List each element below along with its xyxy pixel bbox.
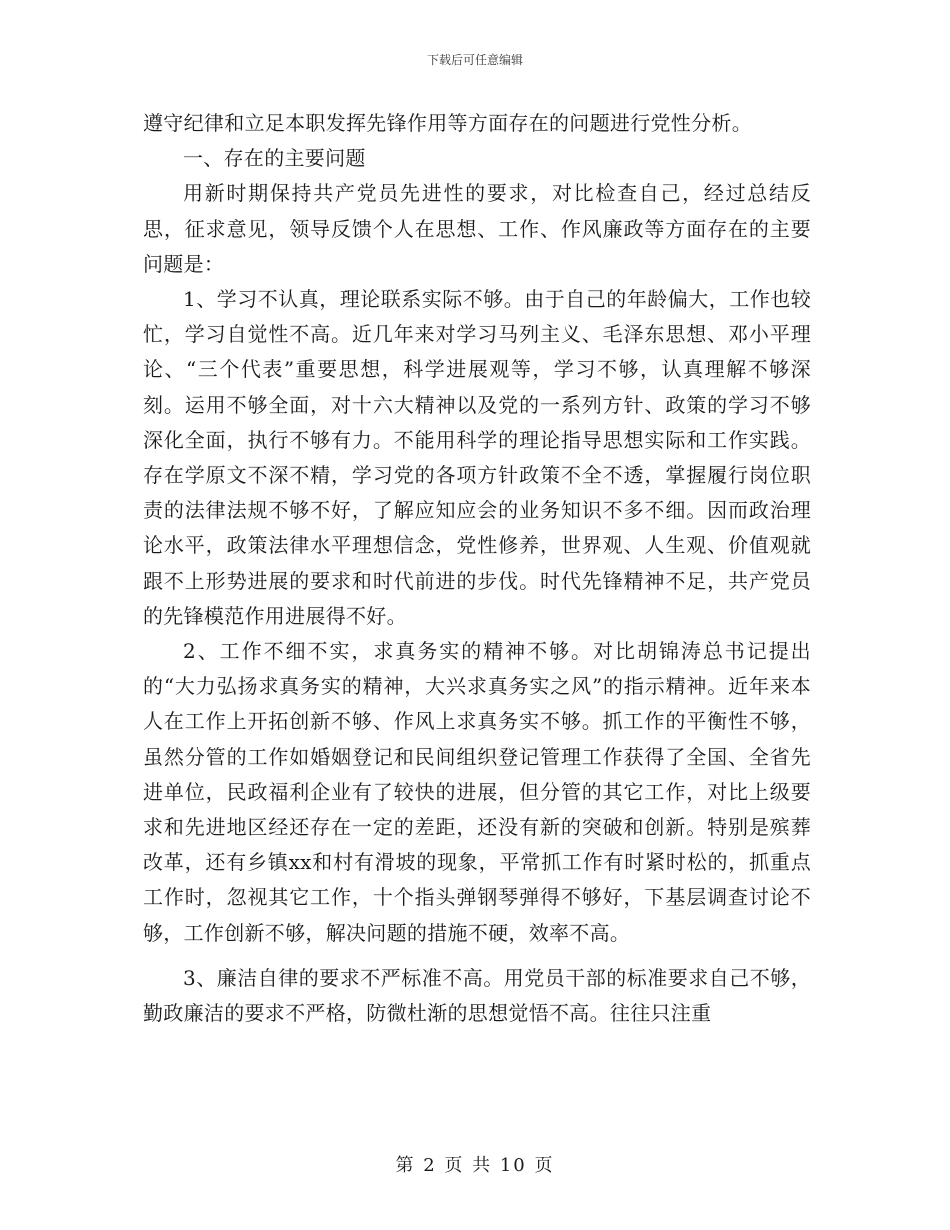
paragraph-item-3: 3、廉洁自律的要求不严标准不高。用党员干部的标准要求自己不够，勤政廉洁的要求不严格，防微杜渐的思想觉悟不高。往往只注重	[143, 965, 811, 1026]
paragraph-continuation: 遵守纪律和立足本职发挥先锋作用等方面存在的问题进行党性分析。	[143, 111, 752, 135]
document-body	[143, 106, 811, 1031]
page-header: 下载后可任意编辑	[426, 53, 523, 67]
section-heading: 一、存在的主要问题	[183, 146, 366, 171]
paragraph-intro: 用新时期保持共产党员先进性的要求，对比检查自己，经过总结反思，征求意见，领导反馈个人在思想、工作、作风廉政等方面存在的主要问题是：	[143, 181, 811, 276]
paragraph-item-2: 2、工作不细不实，求真务实的精神不够。对比胡锦涛总书记提出的“大力弘扬求真务实的精神，大兴求真务实之风”的指示精神。近年来本人在工作上开拓创新不够、作风上求真务实不够。抓工作的平衡性不够，虽然分管的工作如婚姻登记和民间组织登记管理工作获得了全国、全省先进单位，民政福利企业有了较快的进展，但分管的其它工作，对比上级要求和先进地区经还存在一定的差距，还没有新的突破和创新。特别是殡葬改革，还有乡镇xx和村有滑坡的现象，平常抓工作有时紧时松的，抓重点工作时，忽视其它工作，十个指头弹钢琴弹得不够好，下基层调查讨论不够，工作创新不够，解决问题的措施不硬，效率不高。	[143, 639, 811, 945]
page-footer: 第 2 页 共 10 页	[395, 1155, 555, 1176]
paragraph-item-1: 1、学习不认真，理论联系实际不够。由于自己的年龄偏大，工作也较忙，学习自觉性不高。近几年来对学习马列主义、毛泽东思想、邓小平理论、“三个代表”重要思想，科学进展观等，学习不够，认真理解不够深刻。运用不够全面，对十六大精神以及党的一系列方针、政策的学习不够深化全面，执行不够有力。不能用科学的理论指导思想实际和工作实践。存在学原文不深不精，学习党的各项方针政策不全不透，掌握履行岗位职责的法律法规不够不好，了解应知应会的业务知识不多不细。因而政治理论水平，政策法律水平理想信念，党性修养，世界观、人生观、价值观就跟不上形势进展的要求和时代前进的步伐。时代先锋精神不足，共产党员的先锋模范作用进展得不好。	[143, 287, 811, 628]
